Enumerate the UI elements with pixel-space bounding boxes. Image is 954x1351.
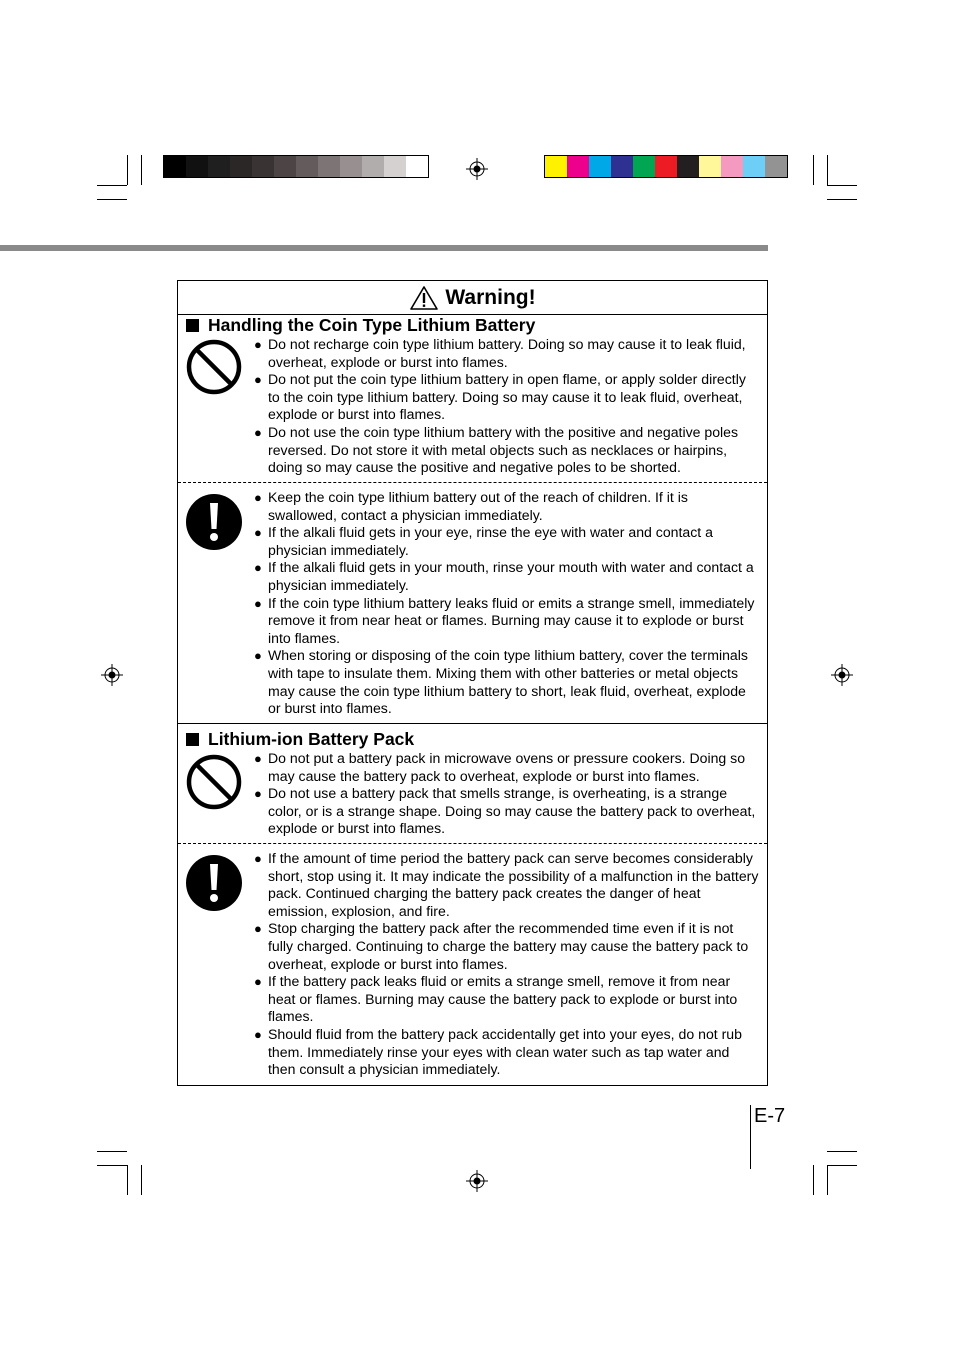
list-item: ● Do not recharge coin type lithium battery. Doing so may cause it to leak fluid, overheat, explode or burst into flames. <box>254 336 746 370</box>
mandatory-exclamation-icon <box>186 855 242 911</box>
bullet-icon: ● <box>254 372 262 388</box>
color-swatch <box>721 156 743 177</box>
color-swatch <box>164 156 186 177</box>
bullet-icon: ● <box>254 851 262 866</box>
registration-mark-icon <box>466 1170 488 1192</box>
crop-mark <box>127 155 128 185</box>
color-swatch <box>545 156 567 177</box>
square-bullet-icon <box>186 733 199 746</box>
color-swatch <box>655 156 677 177</box>
square-bullet-icon <box>186 319 199 332</box>
color-swatch <box>406 156 428 177</box>
crop-mark <box>827 1165 828 1195</box>
list-item: ● Do not put the coin type lithium battery in open flame, or apply solder directly to the coin type lithium battery. Doing so may cause it to leak fluid, overheat, explode or burst into flames. <box>254 371 746 423</box>
warning-box <box>177 280 768 1086</box>
crop-mark <box>97 199 127 200</box>
color-swatch <box>186 156 208 177</box>
list-item: ● If the coin type lithium battery leaks fluid or emits a strange smell, immediately remove it from near heat or flames. Burning may cause it to explode or burst into flames. <box>254 594 755 646</box>
dashed-divider <box>178 843 767 844</box>
crop-mark <box>813 1165 814 1195</box>
bullet-icon: ● <box>254 490 262 505</box>
color-swatch <box>208 156 230 177</box>
list-item: ● Keep the coin type lithium battery out of the reach of children. If it is swallowed, contact a physician immediately. <box>254 489 688 523</box>
registration-mark-icon <box>101 664 123 686</box>
list-item: ● Do not use a battery pack that smells strange, is overheating, is a strange color, or is a strange shape. Doing so may cause the battery pack to overheat, explode or burst into flames. <box>254 785 756 837</box>
warning-title-text: Warning! <box>445 285 536 309</box>
color-swatch <box>677 156 699 177</box>
list-item: ● Should fluid from the battery pack accidentally get into your eyes, do not rub them. Immediately rinse your eyes with clean water such as tap water and then consult a physician immediately. <box>254 1025 742 1078</box>
mandatory-exclamation-icon <box>186 494 242 550</box>
crop-mark <box>141 155 142 185</box>
color-swatch <box>252 156 274 177</box>
bullet-icon: ● <box>254 751 262 766</box>
crop-mark <box>813 155 814 185</box>
crop-mark <box>827 185 857 186</box>
crop-mark <box>827 199 857 200</box>
color-swatch <box>340 156 362 177</box>
crop-mark <box>97 1165 127 1166</box>
bullet-icon: ● <box>254 974 262 990</box>
coin-battery-instructions-list <box>254 489 760 718</box>
list-item: ● Do not use the coin type lithium battery with the positive and negative poles reversed. Do not store it with metal objects such as necklaces or hairpins, doing so may cause the positive and negative poles to be shorted. <box>254 423 739 476</box>
bullet-icon: ● <box>254 337 262 352</box>
battery-pack-prohibitions-list <box>254 750 760 838</box>
color-swatch <box>699 156 721 177</box>
bullet-icon: ● <box>254 525 262 541</box>
crop-mark <box>97 185 127 186</box>
crop-mark <box>827 1165 857 1166</box>
bullet-icon: ● <box>254 560 262 576</box>
prohibition-icon <box>186 754 242 810</box>
bullet-icon: ● <box>254 1026 262 1042</box>
list-item: ● If the battery pack leaks fluid or emits a strange smell, remove it from near heat or flames. Burning may cause the battery pack to explode or burst into flames. <box>254 973 738 1025</box>
crop-mark <box>127 1165 128 1195</box>
section-heading-lithium-ion-pack: Lithium-ion Battery Pack <box>186 729 414 750</box>
list-item: ● Stop charging the battery pack after the recommended time even if it is not fully charged. Continuing to charge the battery may cause the battery pack to overheat, explode or burst into flames. <box>254 920 749 972</box>
crop-mark <box>141 1165 142 1195</box>
page-number-rule <box>750 1105 751 1169</box>
bullet-icon: ● <box>254 424 262 440</box>
crop-mark <box>97 1151 127 1152</box>
color-swatch <box>274 156 296 177</box>
crop-mark <box>827 1151 857 1152</box>
color-swatch <box>611 156 633 177</box>
page-number: E-7 <box>754 1105 786 1127</box>
color-swatch <box>589 156 611 177</box>
bullet-icon: ● <box>254 786 262 802</box>
crop-mark <box>827 155 828 185</box>
registration-mark-icon <box>466 158 488 180</box>
list-item: ● If the alkali fluid gets in your eye, rinse the eye with water and contact a physician immediately. <box>254 524 713 558</box>
bullet-icon: ● <box>254 921 262 937</box>
warning-triangle-icon <box>409 285 439 311</box>
color-swatch <box>296 156 318 177</box>
color-swatch <box>318 156 340 177</box>
dashed-divider <box>178 482 767 483</box>
section-divider <box>178 723 767 724</box>
battery-pack-instructions-list <box>254 850 760 1079</box>
registration-mark-icon <box>831 664 853 686</box>
color-swatch <box>384 156 406 177</box>
warning-title <box>178 281 767 315</box>
list-item: ● If the amount of time period the battery pack can serve becomes considerably short, stop using it. It may indicate the possibility of a malfunction in the battery pack. Continued charging the battery pack creates the danger of heat emission, explosion, and fire. <box>254 850 759 919</box>
color-swatch <box>362 156 384 177</box>
bullet-icon: ● <box>254 595 262 611</box>
bullet-icon: ● <box>254 648 262 664</box>
color-swatch <box>567 156 589 177</box>
color-swatch <box>230 156 252 177</box>
list-item: ● When storing or disposing of the coin type lithium battery, cover the terminals with tape to insulate them. Mixing them with other batteries or metal objects may cause the coin type lithium battery to short, leak fluid, overheat, explode or burst into flames. <box>254 647 748 717</box>
list-item: ● Do not put a battery pack in microwave ovens or pressure cookers. Doing so may cause the battery pack to overheat, explode or burst into flames. <box>254 750 746 784</box>
prohibition-icon <box>186 339 242 395</box>
color-swatch <box>765 156 787 177</box>
grayscale-color-bar <box>163 155 429 178</box>
color-swatch <box>743 156 765 177</box>
color-swatch <box>633 156 655 177</box>
process-color-bar <box>544 155 788 178</box>
list-item: ● If the alkali fluid gets in your mouth, rinse your mouth with water and contact a physician immediately. <box>254 559 754 593</box>
coin-battery-prohibitions-list <box>254 336 760 477</box>
section-heading-coin-battery: Handling the Coin Type Lithium Battery <box>186 315 535 336</box>
header-rule <box>0 245 768 251</box>
